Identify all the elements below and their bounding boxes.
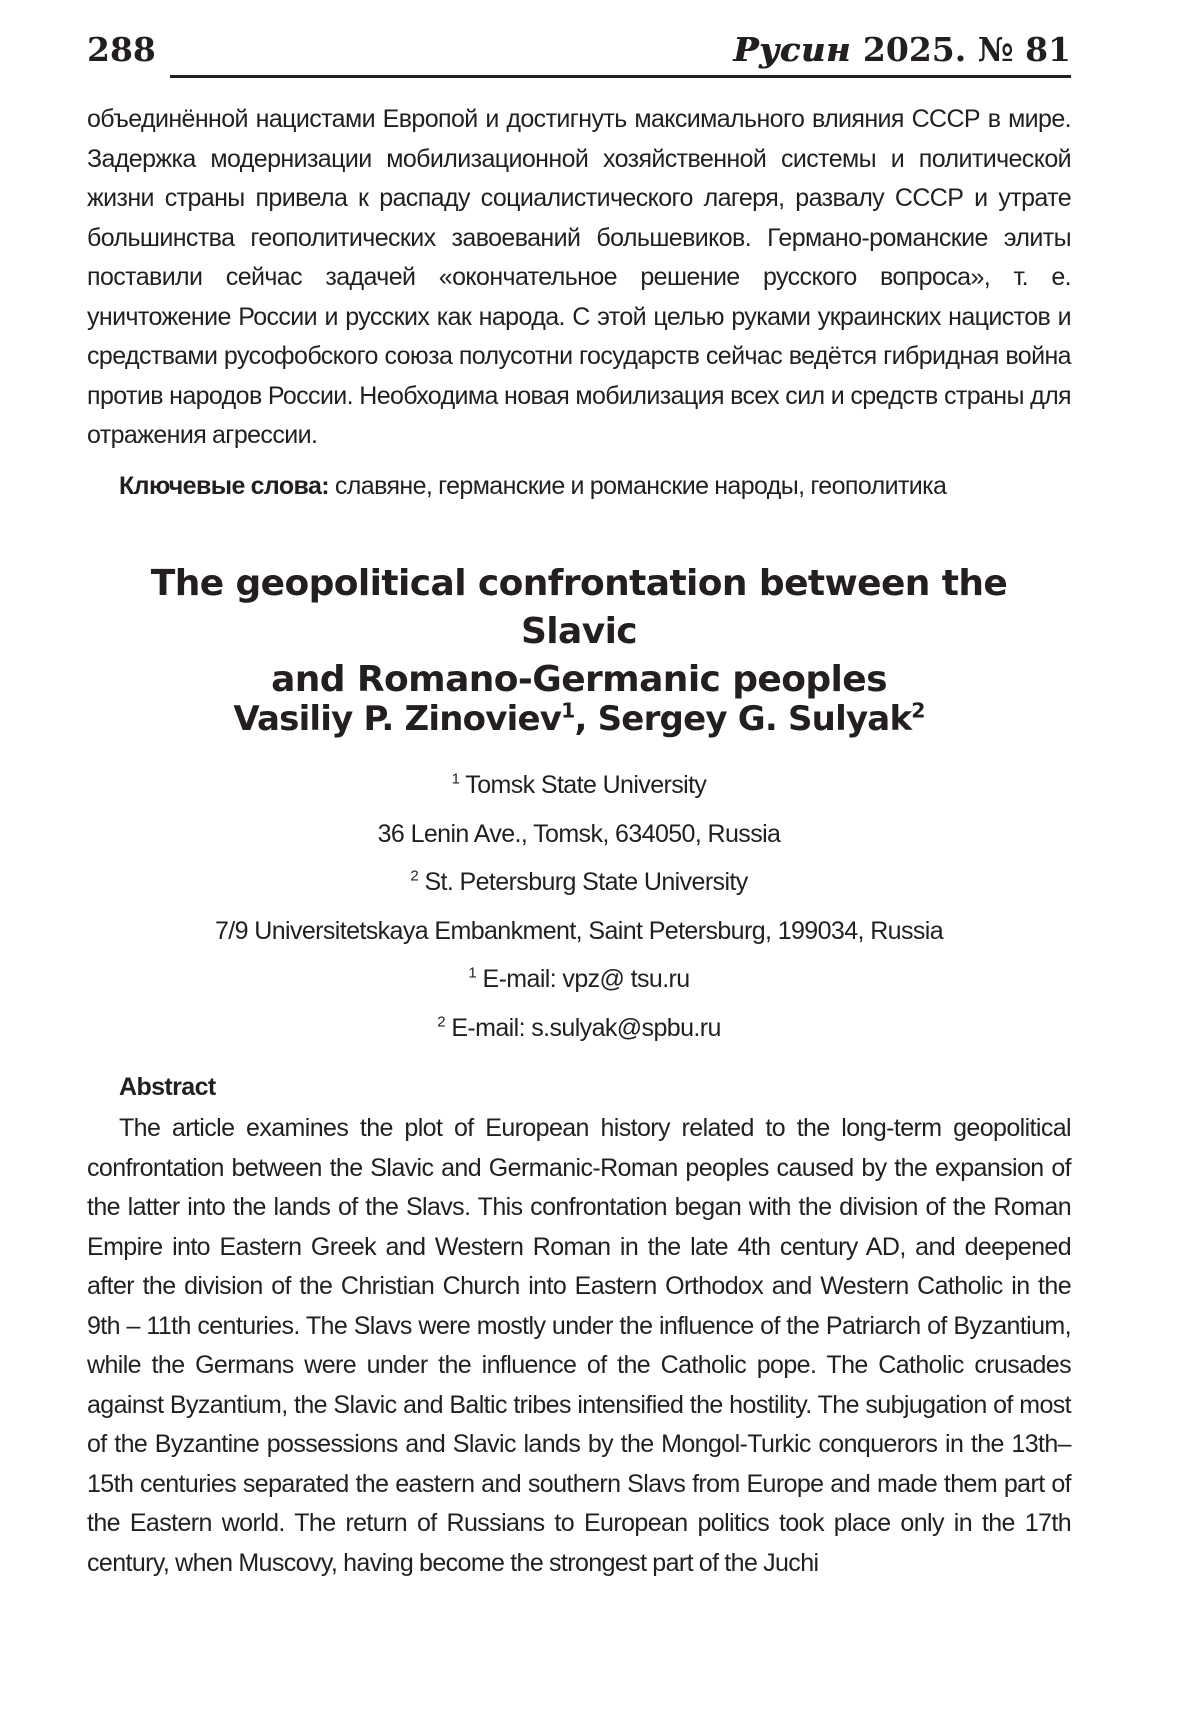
email-marker: 2 [437, 1013, 445, 1031]
header-rule [170, 75, 1071, 78]
affiliation-marker: 2 [410, 867, 419, 885]
affiliation-marker: 1 [451, 770, 460, 788]
author-name: Vasiliy P. Zinoviev [233, 699, 562, 739]
email-text: E-mail: s.sulyak@spbu.ru [451, 1013, 721, 1042]
page-number: 288 [87, 30, 156, 69]
email-line [87, 1004, 1071, 1053]
author-separator: , [574, 699, 598, 739]
journal-name-logo: Русин [733, 30, 851, 69]
affiliations [87, 761, 1071, 1052]
affiliation-address: 36 Lenin Ave., Tomsk, 634050, Russia [377, 819, 781, 848]
affiliation-address: 7/9 Universitetskaya Embankment, Saint Petersburg, 199034, Russia [214, 916, 944, 945]
author-affiliation-marker: 1 [561, 698, 575, 723]
abstract-heading: Abstract [119, 1073, 216, 1101]
keywords-text: славяне, германские и романские народы, геополитика [334, 472, 947, 500]
author-name: Sergey G. Sulyak [597, 699, 912, 739]
document-page [87, 0, 1071, 1714]
keywords-line [119, 468, 1071, 504]
affiliation-name-text: Tomsk State University [465, 771, 707, 799]
affiliation-name-text: St. Petersburg State University [424, 868, 748, 896]
running-header [87, 24, 1071, 78]
authors-line [87, 697, 1071, 741]
journal-title [733, 30, 1071, 70]
affiliation-name [87, 761, 1071, 810]
author-affiliation-marker: 2 [911, 698, 925, 723]
article-title-line: and Romano-Germanic peoples [271, 659, 887, 700]
email-text: E-mail: vpz@ tsu.ru [482, 965, 690, 993]
keywords-label: Ключевые слова: [119, 472, 330, 500]
affiliation-name [87, 858, 1071, 907]
russian-abstract-paragraph: объединённой нацистами Европой и достигнуть максимального влияния СССР в мире. Задержка модернизации мобилизационной хозяйственной системы и политической жизни страны привела к распаду социалистического лагеря, развалу СССР и утрате большинства геополитических завоеваний большевиков. Германо-романские элиты поставили сейчас задачей «окончательное решение русского вопроса», т. е. уничтожение России и русских как народа. С этой целью руками украинских нацистов и средствами русофобского союза полусотни государств сейчас ведётся гибридная война против народов России. Необходима новая мобилизация всех сил и средств страны для отражения агрессии. [87, 105, 1071, 449]
article-title-line: The geopolitical confrontation between the Slavic [150, 563, 1008, 652]
article-title-en [87, 560, 1071, 704]
journal-issue: 2025. № 81 [862, 30, 1071, 69]
email-marker: 1 [468, 964, 477, 982]
email-line [87, 955, 1071, 1004]
abstract-paragraph: The article examines the plot of European history related to the long-term geopolitical confrontation between the Slavic and Germanic-Roman peoples caused by the expansion of the latter into the lands of the Slavs. This confrontation began with the division of the Roman Empire into Eastern Greek and Western Roman in the late 4th century AD, and deepened after the division of the Christian Church into Eastern Orthodox and Western Catholic in the 9th – 11th centuries. The Slavs were mostly under the influence of the Patriarch of Byzantium, while the Germans were under the influence of the Catholic pope. The Catholic crusades against Byzantium, the Slavic and Baltic tribes intensified the hostility. The subjugation of most of the Byzantine possessions and Slavic lands by the Mongol-Turkic conquerors in the 13th–15th centuries separated the eastern and southern Slavs from Europe and made them part of the Eastern world. The return of Russians to European politics took place only in the 17th century, when Muscovy, having become the strongest part of the Juchi [87, 1114, 1071, 1577]
